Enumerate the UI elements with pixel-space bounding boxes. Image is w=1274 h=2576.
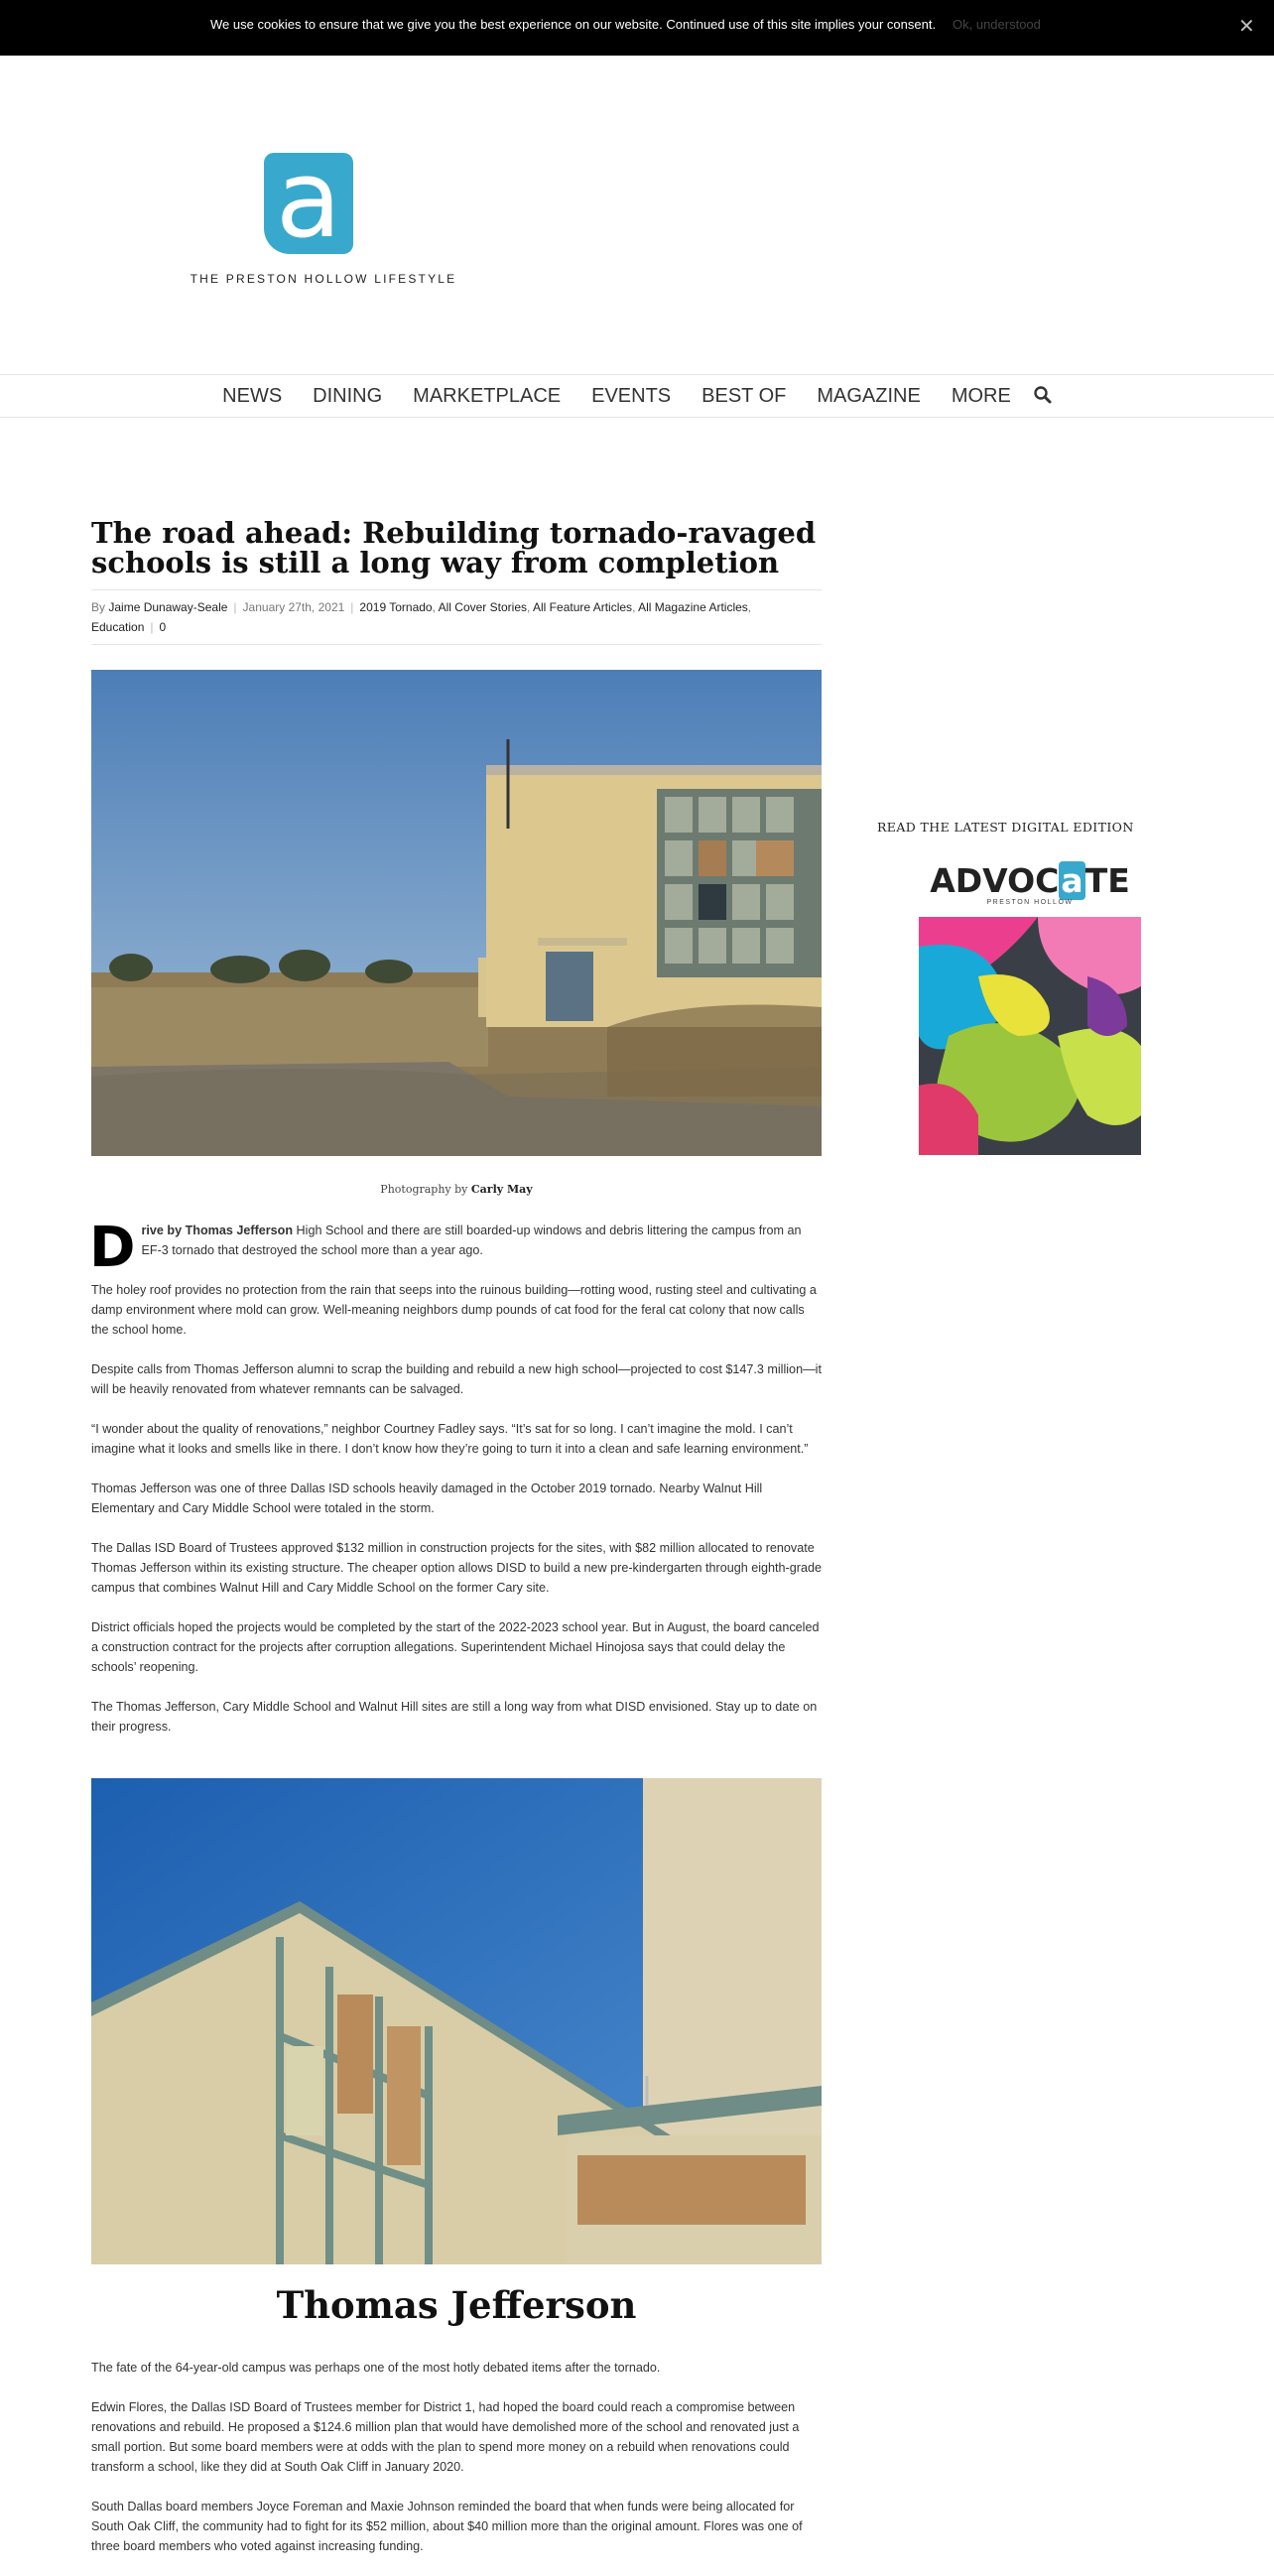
site-logo[interactable] <box>264 153 353 254</box>
caption-prefix: Photography by <box>380 1183 468 1196</box>
caption-credit: Carly May <box>470 1183 533 1196</box>
body-paragraph: Thomas Jefferson was one of three Dallas ISD schools heavily damaged in the October 2019 tornado. Nearby Walnut Hill Elementary and Cary Middle School were totaled in the storm. <box>91 1481 763 1515</box>
nav-item-news[interactable]: NEWS <box>222 384 283 407</box>
body-paragraph: Despite calls from Thomas Jefferson alumni to scrap the building and rebuild a new high school—projected to cost $147.3 million—it will be heavily renovated from whatever remnants can be salvaged. <box>91 1362 822 1396</box>
body-paragraph: Edwin Flores, the Dallas ISD Board of Trustees member for District 1, had hoped the board could reach a compromise between renovations and rebuild. He proposed a $124.6 million plan that would have demolished more of the school and renovated just a small portion. But some board members were at odds with the plan to spend more money on a rebuild when renovations could transform a school, like they did at South Oak Cliff in January 2020. <box>91 2400 800 2474</box>
main-nav <box>0 374 1274 418</box>
search-icon[interactable] <box>1033 385 1055 407</box>
logo-letter: a <box>275 153 342 254</box>
lead-paragraph <box>89 1216 822 1280</box>
hero-photo <box>91 670 822 1156</box>
body-paragraph: The Dallas ISD Board of Trustees approved $132 million in construction projects for the sites, with $82 million allocated to renovate Thomas Jefferson within its existing structure. The cheaper option allows DISD to build a new pre-kindergarten through eighth-grade campus that combines Walnut Hill and Cary Middle School on the former Cary site. <box>91 1541 822 1595</box>
article-meta: By Jaime Dunaway-Seale | January 27th, 2021 | 2019 Tornado, All Cover Stories, All Feature Articles, All Magazine Articles, Education | 0 <box>91 589 822 645</box>
body-paragraph: “I wonder about the quality of renovations,” neighbor Courtney Fadley says. “It’s sat for so long. I can’t imagine the mold. I can’t imagine what it looks and smells like in there. I don’t know how they’re going to turn it into a clean and safe learning environment.” <box>91 1422 809 1456</box>
body-paragraph: South Dallas board members Joyce Foreman and Maxie Johnson reminded the board that when funds were being allocated for South Oak Cliff, the community had to fight for its $52 million, about $40 million more than the original amount. Flores was one of three board members who voted against increasing funding. <box>91 2500 803 2553</box>
cookie-accept-link[interactable]: Ok, understood <box>953 17 1041 32</box>
body-paragraph: The holey roof provides no protection from the rain that seeps into the ruinous building—rotting wood, rusting steel and cultivating a damp environment where mold can grow. Well-meaning neighbors dump pounds of cat food for the feral cat colony that now calls the school home. <box>91 1283 817 1337</box>
masthead-a: a <box>1061 861 1083 900</box>
category-link[interactable]: All Feature Articles <box>533 600 633 614</box>
magazine-cover-art <box>919 917 1141 1155</box>
category-link[interactable]: All Magazine Articles <box>638 600 748 614</box>
comments-link[interactable]: 0 <box>159 620 167 634</box>
nav-item-more[interactable]: MORE <box>951 384 1011 407</box>
cookie-message: We use cookies to ensure that we give you the best experience on our website. Continued use of this site implies your consent. <box>210 17 937 32</box>
close-icon[interactable]: ✕ <box>1238 16 1255 38</box>
body-paragraph: The fate of the 64-year-old campus was perhaps one of the most hotly debated items after the tornado. <box>91 2361 661 2375</box>
nav-item-best-of[interactable]: BEST OF <box>701 384 787 407</box>
magazine-subtitle: PRESTON HOLLOW <box>986 899 1074 906</box>
by-label: By <box>91 600 106 614</box>
masthead-part: TE <box>1084 861 1130 900</box>
sidebar-heading: READ THE LATEST DIGITAL EDITION <box>877 820 1134 835</box>
drop-cap: D <box>89 1216 136 1280</box>
author-link[interactable]: Jaime Dunaway-Seale <box>108 600 228 614</box>
body-paragraph: District officials hoped the projects would be completed by the start of the 2022-2023 school year. But in August, the board canceled a construction contract for the projects after corruption allegations. Superintendent Michael Hinojosa says that could delay the schools’ reopening. <box>91 1620 820 1674</box>
masthead-part: ADVOC <box>930 861 1060 900</box>
body-paragraph: The Thomas Jefferson, Cary Middle School and Walnut Hill sites are still a long way from what DISD envisioned. Stay up to date on their progress. <box>91 1700 818 1734</box>
article-date: January 27th, 2021 <box>242 600 345 614</box>
lead-bold: rive by Thomas Jefferson <box>141 1224 294 1237</box>
lead-text: High School and there are still boarded-up windows and debris littering the campus from an EF-3 tornado that destroyed the school more than a year ago. <box>141 1224 802 1257</box>
category-link[interactable]: 2019 Tornado <box>359 600 433 614</box>
article-body-continued <box>91 2358 822 2576</box>
digital-edition-cover[interactable] <box>919 861 1141 1155</box>
category-link[interactable]: Education <box>91 620 145 634</box>
site-tagline: THE PRESTON HOLLOW LIFESTYLE <box>190 272 457 286</box>
section-heading: Thomas Jefferson <box>276 2283 637 2327</box>
cookie-bar <box>0 0 1274 56</box>
photo-caption <box>91 1183 822 1196</box>
category-link[interactable]: All Cover Stories <box>438 600 527 614</box>
second-photo <box>91 1778 822 2264</box>
article-title: The road ahead: Rebuilding tornado-ravaged schools is still a long way from completion <box>91 516 817 580</box>
nav-item-marketplace[interactable]: MARKETPLACE <box>413 384 562 407</box>
nav-item-magazine[interactable]: MAGAZINE <box>817 384 921 407</box>
article-body <box>89 1216 822 1756</box>
nav-item-dining[interactable]: DINING <box>313 384 383 407</box>
nav-item-events[interactable]: EVENTS <box>591 384 672 407</box>
